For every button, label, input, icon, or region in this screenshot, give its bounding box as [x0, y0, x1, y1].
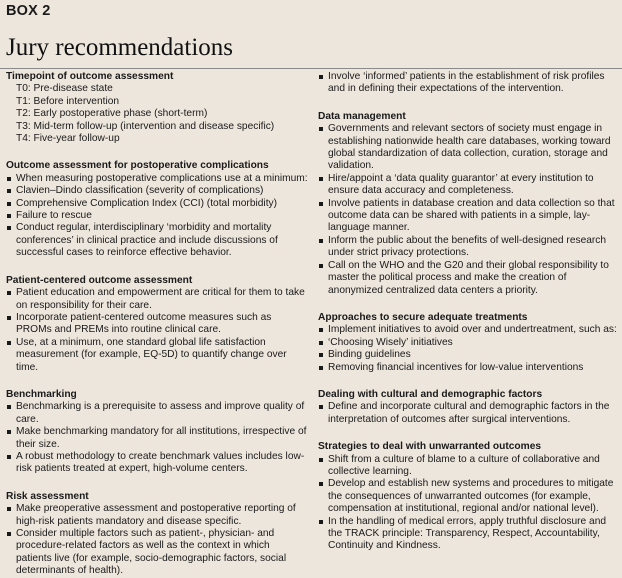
- list-item: Removing financial incentives for low-value interventions: [318, 362, 618, 374]
- section-cultural-factors: [318, 389, 618, 426]
- section-heading: Approaches to secure adequate treatments: [318, 311, 528, 323]
- section-heading: Patient-centered outcome assessment: [6, 274, 193, 286]
- list-item: Use, at a minimum, one standard global life satisfaction measurement (for example, EQ-5D) to quantify change over time.: [6, 337, 308, 374]
- section-postop-complications: [6, 160, 308, 259]
- list-item: Clavien–Dindo classification (severity of complications): [6, 185, 308, 197]
- list-item: Failure to rescue: [6, 210, 308, 222]
- list-item: A robust methodology to create benchmark values includes low-risk patients treated at expert, high-volume centers.: [6, 451, 308, 476]
- section-heading: Data management: [318, 110, 406, 122]
- list-item: Incorporate patient-centered outcome measures such as PROMs and PREMs into routine clinical care.: [6, 312, 308, 337]
- bullet-list: [318, 454, 618, 553]
- list-item: Define and incorporate cultural and demographic factors in the interpretation of outcomes after surgical interventions.: [318, 401, 618, 426]
- section-heading: Outcome assessment for postoperative complications: [6, 160, 269, 172]
- list-item: Develop and establish new systems and procedures to mitigate the consequences of unwarranted outcomes (for example, compensation at institutional, regional and/or national level).: [318, 478, 618, 515]
- box-label: BOX 2: [6, 3, 51, 19]
- timepoint-item: T0: Pre-disease state: [16, 83, 113, 95]
- list-item: Benchmarking is a prerequisite to assess and improve quality of care.: [6, 401, 308, 426]
- left-column: [6, 71, 308, 578]
- list-item: Conduct regular, interdisciplinary ‘morbidity and mortality conferences’ in clinical practice and include discussions of successful cases to reinforce effective behavior.: [6, 222, 308, 259]
- title-divider: [0, 68, 622, 69]
- list-item: Comprehensive Complication Index (CCI) (total morbidity): [6, 198, 308, 210]
- section-patient-centered: [6, 275, 308, 374]
- list-item: Shift from a culture of blame to a culture of collaborative and collective learning.: [318, 454, 618, 479]
- section-heading: Risk assessment: [6, 490, 89, 502]
- list-item: In the handling of medical errors, apply truthful disclosure and the TRACK principle: Transparency, Respect, Accountability, Continuity and Kindness.: [318, 516, 618, 553]
- right-column: [318, 71, 618, 553]
- list-item: Involve ‘informed’ patients in the establishment of risk profiles and in defining their expectations of the intervention.: [318, 71, 618, 96]
- timepoint-item: T4: Five-year follow-up: [16, 133, 120, 145]
- section-timepoint: [6, 71, 308, 145]
- section-heading: Strategies to deal with unwarranted outcomes: [318, 441, 542, 453]
- list-item: ‘Choosing Wisely’ initiatives: [318, 337, 618, 349]
- section-risk-assessment: [6, 491, 308, 578]
- page-title: Jury recommendations: [6, 34, 234, 61]
- section-adequate-treatments: [318, 312, 618, 374]
- bullet-list: [318, 401, 618, 426]
- list-item: Hire/appoint a ‘data quality guarantor’ at every institution to ensure data accuracy and completeness.: [318, 173, 618, 198]
- bullet-list: [6, 503, 308, 577]
- bullet-list: [6, 287, 308, 374]
- timepoint-item: T2: Early postoperative phase (short-term): [16, 108, 208, 120]
- section-data-management: [318, 111, 618, 297]
- list-item: Call on the WHO and the G20 and their global responsibility to master the political process and make the creation of anonymized centralized data centers a priority.: [318, 260, 618, 297]
- bullet-list: [318, 71, 618, 96]
- bullet-list: [318, 324, 618, 374]
- section-benchmarking: [6, 389, 308, 476]
- timepoint-item: T1: Before intervention: [16, 95, 120, 107]
- list-item: Binding guidelines: [318, 349, 618, 361]
- list-item: When measuring postoperative complications use at a minimum:: [6, 173, 308, 185]
- list-item: Consider multiple factors such as patient-, physician- and procedure-related factors as well as the context in which patients live (for example, socio-demographic factors, social determinants of health).: [6, 528, 308, 578]
- section-heading: Dealing with cultural and demographic factors: [318, 388, 543, 400]
- list-item: Make preoperative assessment and postoperative reporting of high-risk patients mandatory and disease specific.: [6, 503, 308, 528]
- list-item: Governments and relevant sectors of society must engage in establishing nationwide health care databases, working toward global standardization of data collection, curation, storage and validation.: [318, 123, 618, 173]
- list-item: Inform the public about the benefits of well-designed research under strict privacy protections.: [318, 235, 618, 260]
- bullet-list: [6, 173, 308, 260]
- list-item: Implement initiatives to avoid over and undertreatment, such as:: [318, 324, 618, 336]
- bullet-list: [6, 401, 308, 475]
- section-heading: Benchmarking: [6, 388, 77, 400]
- section-unwarranted-outcomes: [318, 441, 618, 553]
- list-item: Involve patients in database creation and data collection so that outcome data can be shared with patients in a simple, lay-language manner.: [318, 198, 618, 235]
- list-item: Patient education and empowerment are critical for them to take on responsibility for their care.: [6, 287, 308, 312]
- section-risk-continued: [318, 71, 618, 96]
- section-heading: Timepoint of outcome assessment: [6, 71, 174, 82]
- list-item: Make benchmarking mandatory for all institutions, irrespective of their size.: [6, 426, 308, 451]
- bullet-list: [318, 123, 618, 297]
- timepoint-item: T3: Mid-term follow-up (intervention and disease specific): [16, 120, 275, 132]
